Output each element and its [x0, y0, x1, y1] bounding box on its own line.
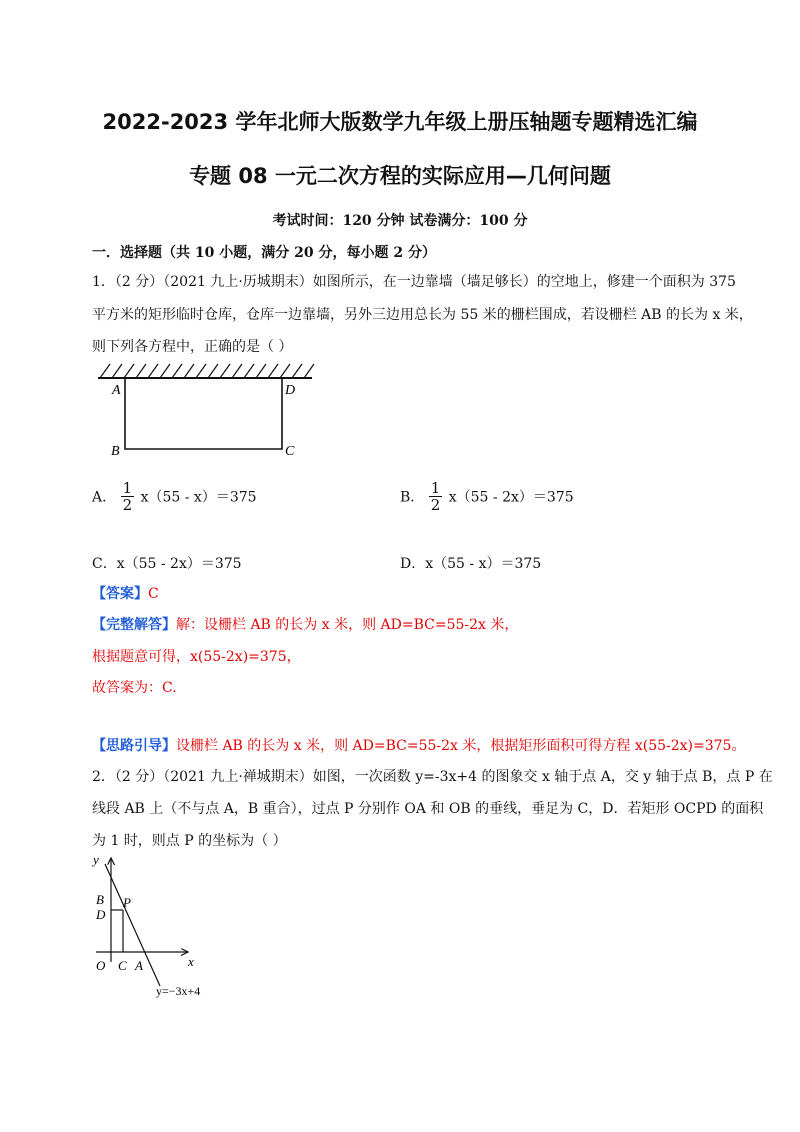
q1-line-1: 1．（2 分）（2021 九上·历城期末）如图所示，在一边靠墙（墙足够长）的空地上，修建一个面积为 375 — [92, 274, 736, 290]
label-A: A — [112, 383, 121, 398]
q1-figure — [92, 362, 322, 472]
function-line — [105, 864, 160, 986]
title-line-2: 专题 08 一元二次方程的实际应用—几何问题 — [189, 164, 611, 188]
q1-hint — [92, 735, 745, 755]
exam-info: 考试时间：120 分钟 试卷满分：100 分 — [272, 213, 528, 229]
hint-text: 设栅栏 AB 的长为 x 米，则 AD=BC=55-2x 米，根据矩形面积可得方程 x(55-2x)=375。 — [176, 738, 746, 754]
label-C: C — [118, 958, 127, 973]
q2-figure — [88, 852, 248, 1002]
label-B: B — [96, 892, 104, 907]
option-b-numerator: 1 — [430, 479, 441, 497]
answer-value: C — [148, 586, 159, 602]
option-b-prefix: B． — [400, 489, 425, 506]
solution-line-1: 解：设栅栏 AB 的长为 x 米，则 AD=BC=55-2x 米， — [176, 617, 519, 633]
option-a-prefix: A． — [92, 489, 117, 506]
answer-tag: 【答案】 — [92, 586, 148, 602]
label-P: P — [123, 895, 131, 910]
q2-line-3: 为 1 时，则点 P 的坐标为（ ） — [92, 833, 287, 849]
q1-option-b[interactable] — [400, 480, 574, 513]
axis-label-x: x — [188, 954, 194, 969]
label-B: B — [111, 444, 120, 459]
solution-line-3: 故答案为：C. — [92, 680, 177, 696]
label-C: C — [285, 444, 295, 459]
fence-rectangle — [125, 378, 282, 449]
section-heading: 一．选择题（共 10 小题，满分 20 分，每小题 2 分） — [92, 245, 436, 261]
option-b-fraction — [429, 480, 443, 513]
q1-option-a[interactable] — [92, 480, 257, 513]
q2-line-1: 2．（2 分）（2021 九上·禅城期末）如图，一次函数 y=-3x+4 的图象交 x 轴于点 A，交 y 轴于点 B，点 P 在 — [92, 769, 773, 785]
q1-option-c[interactable]: C．x（55 - 2x）＝375 — [92, 556, 242, 572]
label-D: D — [96, 907, 106, 922]
q1-line-3: 则下列各方程中，正确的是（ ） — [92, 339, 293, 355]
option-b-text: x（55 - 2x）＝375 — [448, 489, 574, 506]
axis-label-y: y — [93, 852, 99, 867]
label-O: O — [96, 958, 106, 973]
solution-line-2: 根据题意可得，x(55-2x)=375， — [92, 649, 301, 665]
option-a-denominator: 2 — [122, 496, 133, 514]
function-equation: y=−3x+4 — [156, 984, 201, 998]
title-line-1: 2022-2023 学年北师大版数学九年级上册压轴题专题精选汇编 — [102, 110, 698, 134]
q1-line-2: 平方米的矩形临时仓库，仓库一边靠墙，另外三边用总长为 55 米的栅栏围成，若设栅栏 AB 的长为 x 米， — [92, 307, 753, 323]
solution-tag: 【完整解答】 — [92, 617, 176, 633]
label-D: D — [285, 383, 296, 398]
q2-line-2: 线段 AB 上（不与点 A，B 重合），过点 P 分别作 OA 和 OB 的垂线，垂足为 C，D．若矩形 OCPD 的面积 — [92, 801, 764, 817]
label-A: A — [135, 958, 143, 973]
hint-tag: 【思路引导】 — [92, 738, 176, 754]
q1-answer — [92, 583, 159, 603]
q1-option-d[interactable]: D．x（55 - x）＝375 — [400, 556, 542, 572]
wall-hatching — [98, 364, 314, 378]
option-a-numerator: 1 — [122, 479, 133, 497]
option-a-text: x（55 - x）＝375 — [140, 489, 257, 506]
q1-solution — [92, 614, 518, 634]
option-b-denominator: 2 — [430, 496, 441, 514]
option-a-fraction — [121, 480, 135, 513]
